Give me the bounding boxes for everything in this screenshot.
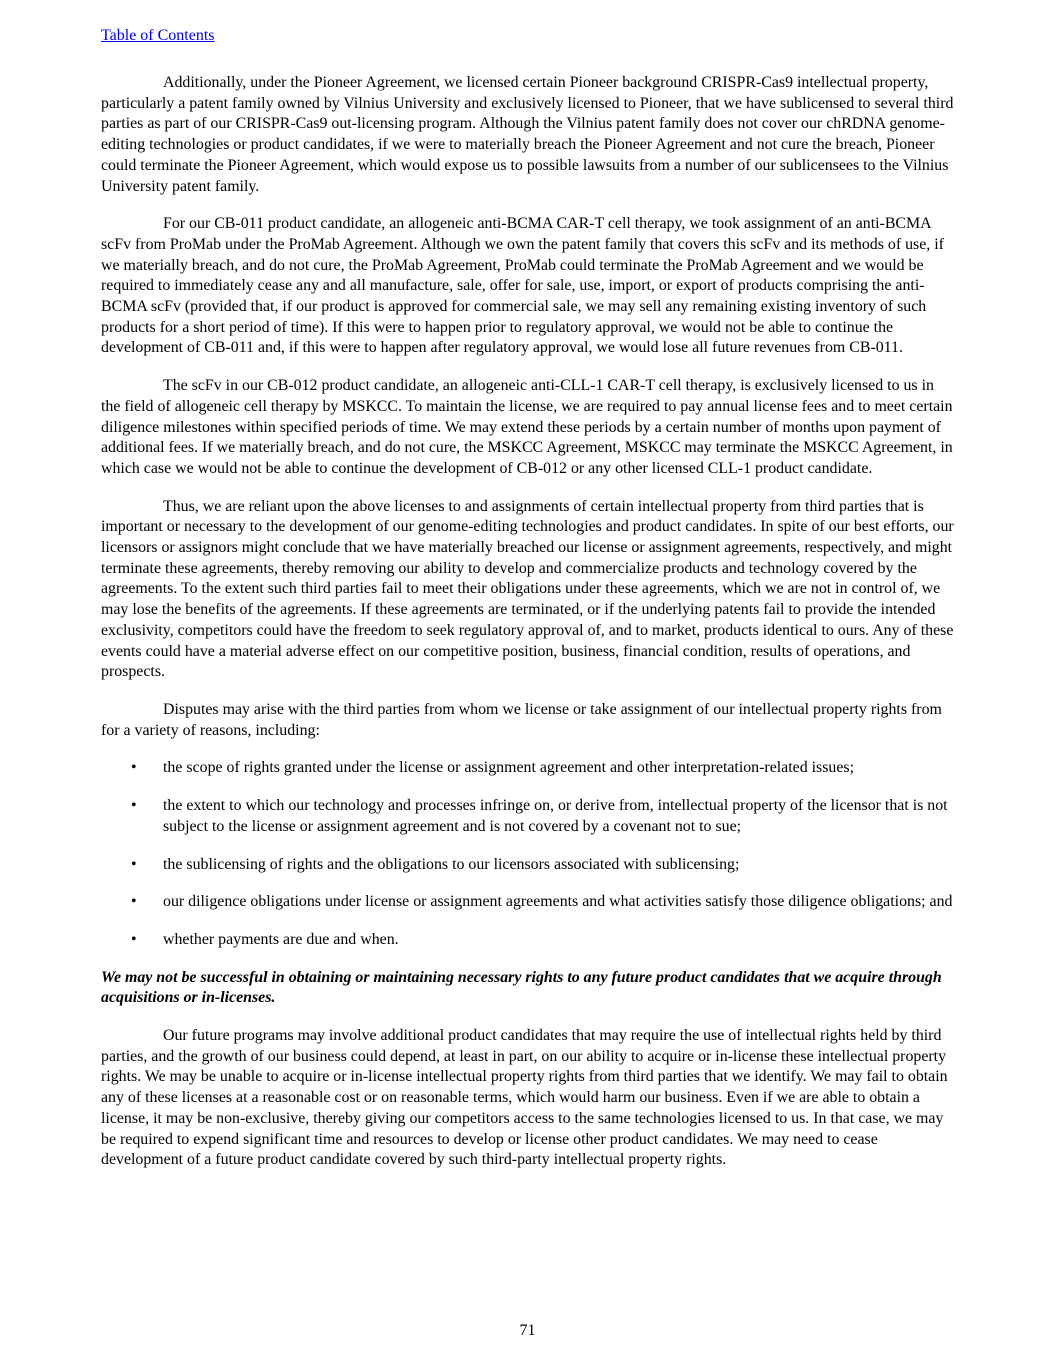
list-item-text: our diligence obligations under license or assignment agreements and what activities satisfy those diligence obligations; and bbox=[163, 893, 953, 911]
list-item bbox=[101, 892, 955, 913]
paragraph-pioneer-agreement: Additionally, under the Pioneer Agreement, we licensed certain Pioneer background CRISPR-Cas9 intellectual property, particularly a patent family owned by Vilnius University and exclusively licensed to Pioneer, that we have sublicensed to several third parties as part of our CRISPR-Cas9 out-licensing program. Although the Vilnius patent family does not cover our chRDNA genome-editing technologies or product candidates, if we were to materially breach the Pioneer Agreement and not cure the breach, Pioneer could terminate the Pioneer Agreement, which would expose us to possible lawsuits from a number of our sublicensees to the Vilnius University patent family. bbox=[101, 74, 954, 195]
list-item-text: the sublicensing of rights and the obligations to our licensors associated with sublicensing; bbox=[163, 855, 740, 873]
table-of-contents-link[interactable]: Table of Contents bbox=[101, 27, 215, 44]
list-item bbox=[101, 930, 955, 951]
bullet-icon: • bbox=[131, 855, 137, 873]
paragraph-cb-012: The scFv in our CB-012 product candidate, an allogeneic anti-CLL-1 CAR-T cell therapy, is exclusively licensed to us in the field of allogeneic cell therapy by MSKCC. To maintain the license, we are required to pay annual license fees and to meet certain diligence milestones within specified periods of time. We may extend these periods by a certain number of months upon payment of additional fees. If we materially breach, and do not cure, the MSKCC Agreement, MSKCC may terminate the MSKCC Agreement, in which case we would not be able to continue the development of CB-012 or any other licensed CLL-1 product candidate. bbox=[101, 377, 953, 477]
section-heading: We may not be successful in obtaining or maintaining necessary rights to any future product candidates that we acquire through acquisitions or in-licenses. bbox=[101, 968, 942, 1007]
bullet-icon: • bbox=[131, 797, 137, 815]
list-item bbox=[101, 855, 955, 876]
bullet-icon: • bbox=[131, 930, 137, 948]
paragraph-reliance-on-licenses: Thus, we are reliant upon the above licenses to and assignments of certain intellectual property from third parties that is important or necessary to the development of our genome-editing technologies and product candidates. In spite of our best efforts, our licensors or assignors might conclude that we have materially breached our license or assignment agreements, respectively, and might terminate these agreements, thereby removing our ability to develop and commercialize products and technology covered by the agreements. To the extent such third parties fail to meet their obligations under these agreements, which we are not in control of, we may lose the benefits of the agreements. If these agreements are terminated, or if the underlying patents fail to provide the intended exclusivity, competitors could have the freedom to seek regulatory approval of, and to market, products identical to ours. Any of these events could have a material adverse effect on our competitive position, business, financial condition, results of operations, and prospects. bbox=[101, 497, 954, 681]
document-body bbox=[101, 73, 955, 1188]
page-number: 71 bbox=[519, 1322, 536, 1339]
paragraph-disputes-intro: Disputes may arise with the third parties from whom we license or take assignment of our intellectual property rights from for a variety of reasons, including: bbox=[101, 700, 942, 739]
list-item bbox=[101, 796, 955, 837]
bullet-icon: • bbox=[131, 759, 137, 777]
paragraph-cb-011: For our CB-011 product candidate, an allogeneic anti-BCMA CAR-T cell therapy, we took assignment of an anti-BCMA scFv from ProMab under the ProMab Agreement. Although we own the patent family that covers this scFv and its methods of use, if we materially breach, and do not cure, the ProMab Agreement, ProMab could terminate the ProMab Agreement and we would be required to immediately cease any and all manufacture, sale, offer for sale, use, import, or export of products comprising the anti-BCMA scFv (provided that, if our product is approved for commercial sale, we may sell any remaining existing inventory of such products for a short period of time). If this were to happen prior to regulatory approval, we would not be able to continue the development of CB-011 and, if this were to happen after regulatory approval, we would lose all future revenues from CB-011. bbox=[101, 215, 944, 357]
paragraph-future-programs: Our future programs may involve additional product candidates that may require the use of intellectual rights held by third parties, and the growth of our business could depend, at least in part, on our ability to acquire or in-license these intellectual property rights. We may be unable to acquire or in-license intellectual property rights from third parties that we identify. We may fail to obtain any of these licenses at a reasonable cost or on reasonable terms, which would harm our business. Even if we are able to obtain a license, it may be non-exclusive, thereby giving our competitors access to the same technologies licensed to us. In that case, we may be required to expend significant time and resources to develop or license other product candidates. We may need to cease development of a future product candidate covered by such third-party intellectual property rights. bbox=[101, 1027, 948, 1169]
list-item-text: whether payments are due and when. bbox=[163, 930, 399, 948]
list-item bbox=[101, 758, 955, 779]
disputes-bullet-list bbox=[101, 758, 955, 950]
list-item-text: the scope of rights granted under the license or assignment agreement and other interpretation-related issues; bbox=[163, 759, 855, 777]
bullet-icon: • bbox=[131, 893, 137, 911]
list-item-text: the extent to which our technology and processes infringe on, or derive from, intellectual property of the licensor that is not subject to the license or assignment agreement and is not covered by a covenant not to sue; bbox=[163, 797, 948, 835]
